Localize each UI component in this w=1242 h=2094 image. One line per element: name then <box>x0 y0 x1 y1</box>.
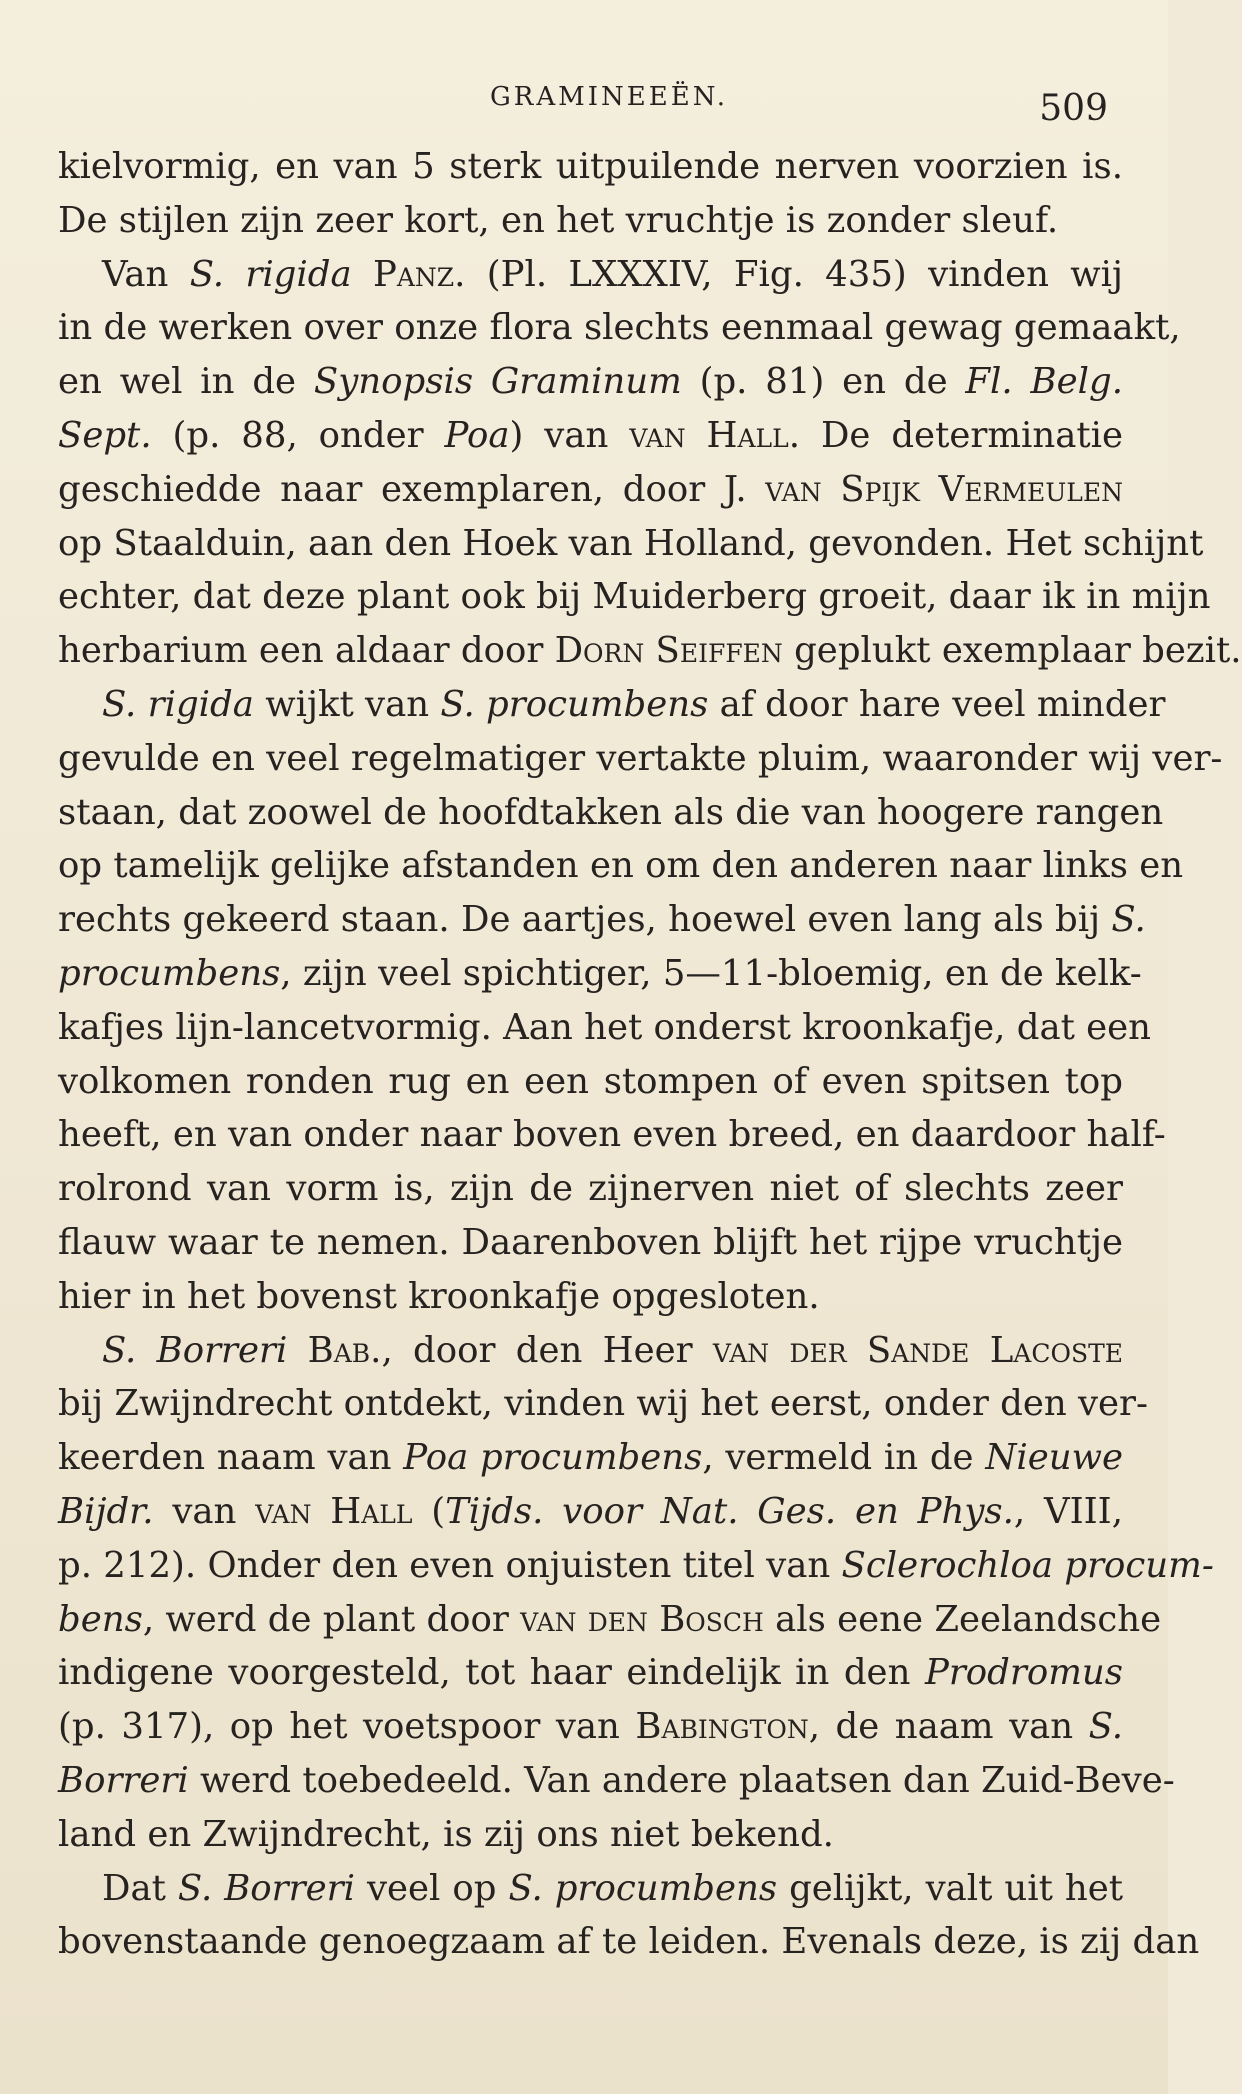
text-line <box>58 1485 1123 1539</box>
text-line <box>58 1539 1214 1593</box>
text-segment: veel op <box>354 1867 509 1909</box>
text-line <box>58 1431 1123 1485</box>
text-line <box>58 1324 1123 1378</box>
italic-text: S. <box>1088 1706 1123 1748</box>
text-segment: indigene voorgesteld, tot haar eindelijk in den <box>58 1652 925 1694</box>
text-segment: p. 212). Onder den even onjuisten titel van <box>58 1544 842 1586</box>
text-segment: gelijkt, valt uit het <box>777 1867 1123 1909</box>
text-segment: heeft, en van onder naar boven even breed, en daardoor half- <box>58 1114 1166 1156</box>
italic-text: Borreri <box>58 1759 189 1801</box>
text-segment: De stijlen zijn zeer kort, en het vruchtje is zonder sleuf. <box>58 199 1059 241</box>
text-line <box>58 409 1123 463</box>
text-segment: volkomen ronden rug en een stompen of even spitsen top <box>58 1060 1123 1102</box>
italic-text: Poa procumbens <box>403 1437 703 1479</box>
text-segment: (p. 317), op het voetspoor van <box>58 1706 636 1748</box>
text-segment: rechts gekeerd staan. De aartjes, hoewel even lang als bij <box>58 899 1112 941</box>
small-caps-name: Dorn Seiffen <box>554 630 783 672</box>
text-segment: staan, dat zoowel de hoofdtakken als die van hoogere rangen <box>58 791 1164 833</box>
text-line <box>58 1808 1123 1862</box>
text-line <box>58 1001 1152 1055</box>
text-line <box>58 947 1142 1001</box>
body-text <box>58 140 1242 1969</box>
text-line <box>58 1915 1200 1969</box>
text-segment: , door den Heer <box>381 1329 713 1371</box>
text-segment: als eene Zeelandsche <box>763 1598 1162 1640</box>
italic-text: S. rigida <box>102 683 254 725</box>
small-caps-name: Panz. <box>372 253 466 295</box>
italic-text: Sclerochloa procum- <box>841 1544 1214 1586</box>
text-line <box>58 1754 1175 1808</box>
text-segment: , zijn veel spichtiger, 5—11-bloemig, en de kelk- <box>280 952 1142 994</box>
text-segment: (p. 88, onder <box>151 414 445 456</box>
text-line <box>58 893 1146 947</box>
text-line <box>58 194 1123 248</box>
text-line <box>58 1055 1123 1109</box>
text-segment <box>352 254 373 295</box>
text-segment: herbarium een aldaar door <box>58 630 555 672</box>
italic-text: Sept. <box>58 414 152 456</box>
italic-text: Prodromus <box>924 1652 1123 1694</box>
text-segment: echter, dat deze plant ook bij Muiderberg groeit, daar ik in mijn <box>58 576 1211 618</box>
text-line <box>58 1700 1123 1754</box>
text-line <box>58 1216 1123 1270</box>
text-segment: Van <box>102 253 190 295</box>
text-line <box>58 1593 1162 1647</box>
small-caps-name: van Hall <box>255 1490 413 1532</box>
text-segment: op tamelijk gelijke afstanden en om den anderen naar links en <box>58 845 1184 887</box>
small-caps-name: van Spijk Vermeulen <box>765 468 1123 510</box>
text-line <box>58 463 1123 517</box>
text-line <box>58 678 1166 732</box>
paragraph <box>58 1324 1214 1862</box>
italic-text: S. procumbens <box>508 1867 778 1909</box>
text-line <box>58 140 1123 194</box>
italic-text: Fl. Belg. <box>965 361 1123 403</box>
text-segment: in de werken over onze flora slechts eenmaal gewag gemaakt, <box>58 307 1181 349</box>
paragraph <box>58 1862 1200 1970</box>
italic-text: procumbens <box>58 952 281 994</box>
text-segment: (Pl. LXXXIV, Fig. 435) vinden wij <box>465 253 1123 295</box>
italic-text: bens <box>58 1598 143 1640</box>
text-segment: keerden naam van <box>58 1437 404 1479</box>
text-line <box>58 786 1164 840</box>
paragraph <box>58 248 1242 678</box>
text-line <box>58 355 1123 409</box>
text-line <box>58 732 1223 786</box>
running-title: GRAMINEEËN. <box>490 82 729 112</box>
text-segment: van <box>153 1490 256 1532</box>
text-line <box>58 1108 1166 1162</box>
text-line <box>58 517 1204 571</box>
small-caps-name: van der Sande Lacoste <box>712 1329 1123 1371</box>
text-segment: , vermeld in de <box>702 1437 986 1479</box>
text-segment: rolrond van vorm is, zijn de zijnerven niet of slechts zeer <box>58 1168 1123 1210</box>
italic-text: S. rigida <box>189 253 352 295</box>
italic-text: Tijds. voor Nat. Ges. en Phys. <box>445 1490 1014 1532</box>
text-segment: kielvormig, en van 5 sterk uitpuilende nerven voorzien is. <box>58 146 1123 187</box>
italic-text: S. <box>1111 899 1146 941</box>
text-segment: land en Zwijndrecht, is zij ons niet bekend. <box>58 1813 834 1855</box>
paragraph <box>58 140 1123 248</box>
small-caps-name: Bab. <box>307 1329 382 1371</box>
italic-text: Bijdr. <box>58 1490 154 1532</box>
text-segment: flauw waar te nemen. Daarenboven blijft het rijpe vruchtje <box>58 1221 1123 1263</box>
text-segment: op Staalduin, aan den Hoek van Holland, gevonden. Het schijnt <box>58 522 1204 564</box>
text-segment: ( <box>412 1490 446 1532</box>
text-line <box>58 839 1184 893</box>
text-segment: , VIII, <box>1013 1490 1123 1532</box>
text-segment: kafjes lijn-lancetvormig. Aan het onderst kroonkafje, dat een <box>58 1006 1152 1048</box>
small-caps-name: van den Bosch <box>520 1598 764 1640</box>
paragraph <box>58 678 1223 1324</box>
page-number: 509 <box>1039 88 1108 129</box>
italic-text: Nieuwe <box>985 1437 1124 1479</box>
text-segment: geschiedde naar exemplaren, door J. <box>58 468 766 510</box>
text-line <box>58 1162 1123 1216</box>
text-segment: De determinatie <box>800 414 1123 456</box>
text-segment: werd toebedeeld. Van andere plaatsen dan Zuid-Beve- <box>188 1759 1175 1801</box>
italic-text: S. procumbens <box>440 683 709 725</box>
text-segment: hier in het bovenst kroonkafje opgesloten. <box>58 1275 820 1317</box>
text-segment: , de naam van <box>808 1706 1089 1748</box>
text-line <box>58 1377 1149 1431</box>
text-line <box>58 1270 1123 1324</box>
text-segment: wijkt van <box>253 683 441 725</box>
text-segment: af door hare veel minder <box>708 683 1166 725</box>
italic-text: S. Borreri <box>102 1329 288 1371</box>
text-segment: bovenstaande genoegzaam af te leiden. Evenals deze, is zij dan <box>58 1921 1200 1963</box>
text-segment: (p. 81) en de <box>681 361 966 403</box>
text-line <box>58 301 1181 355</box>
page-header <box>60 70 1128 130</box>
text-segment: bij Zwijndrecht ontdekt, vinden wij het eerst, onder den ver- <box>58 1383 1149 1425</box>
italic-text: S. Borreri <box>177 1867 355 1909</box>
italic-text: Poa <box>444 414 510 456</box>
text-segment: gevulde en veel regelmatiger vertakte pluim, waaronder wij ver- <box>58 737 1223 779</box>
text-segment: , werd de plant door <box>142 1598 521 1640</box>
text-line <box>58 624 1242 678</box>
small-caps-name: van Hall. <box>629 414 801 456</box>
text-segment: en wel in de <box>58 361 314 403</box>
small-caps-name: Babington <box>635 1706 809 1748</box>
text-segment <box>287 1330 307 1371</box>
text-segment: Dat <box>102 1867 178 1909</box>
text-line <box>58 1646 1123 1700</box>
text-line <box>58 1862 1123 1916</box>
italic-text: Synopsis Graminum <box>313 361 682 403</box>
text-segment: geplukt exemplaar bezit. <box>782 630 1242 672</box>
text-line <box>58 248 1123 302</box>
text-segment: ) van <box>509 414 630 456</box>
text-line <box>58 570 1211 624</box>
